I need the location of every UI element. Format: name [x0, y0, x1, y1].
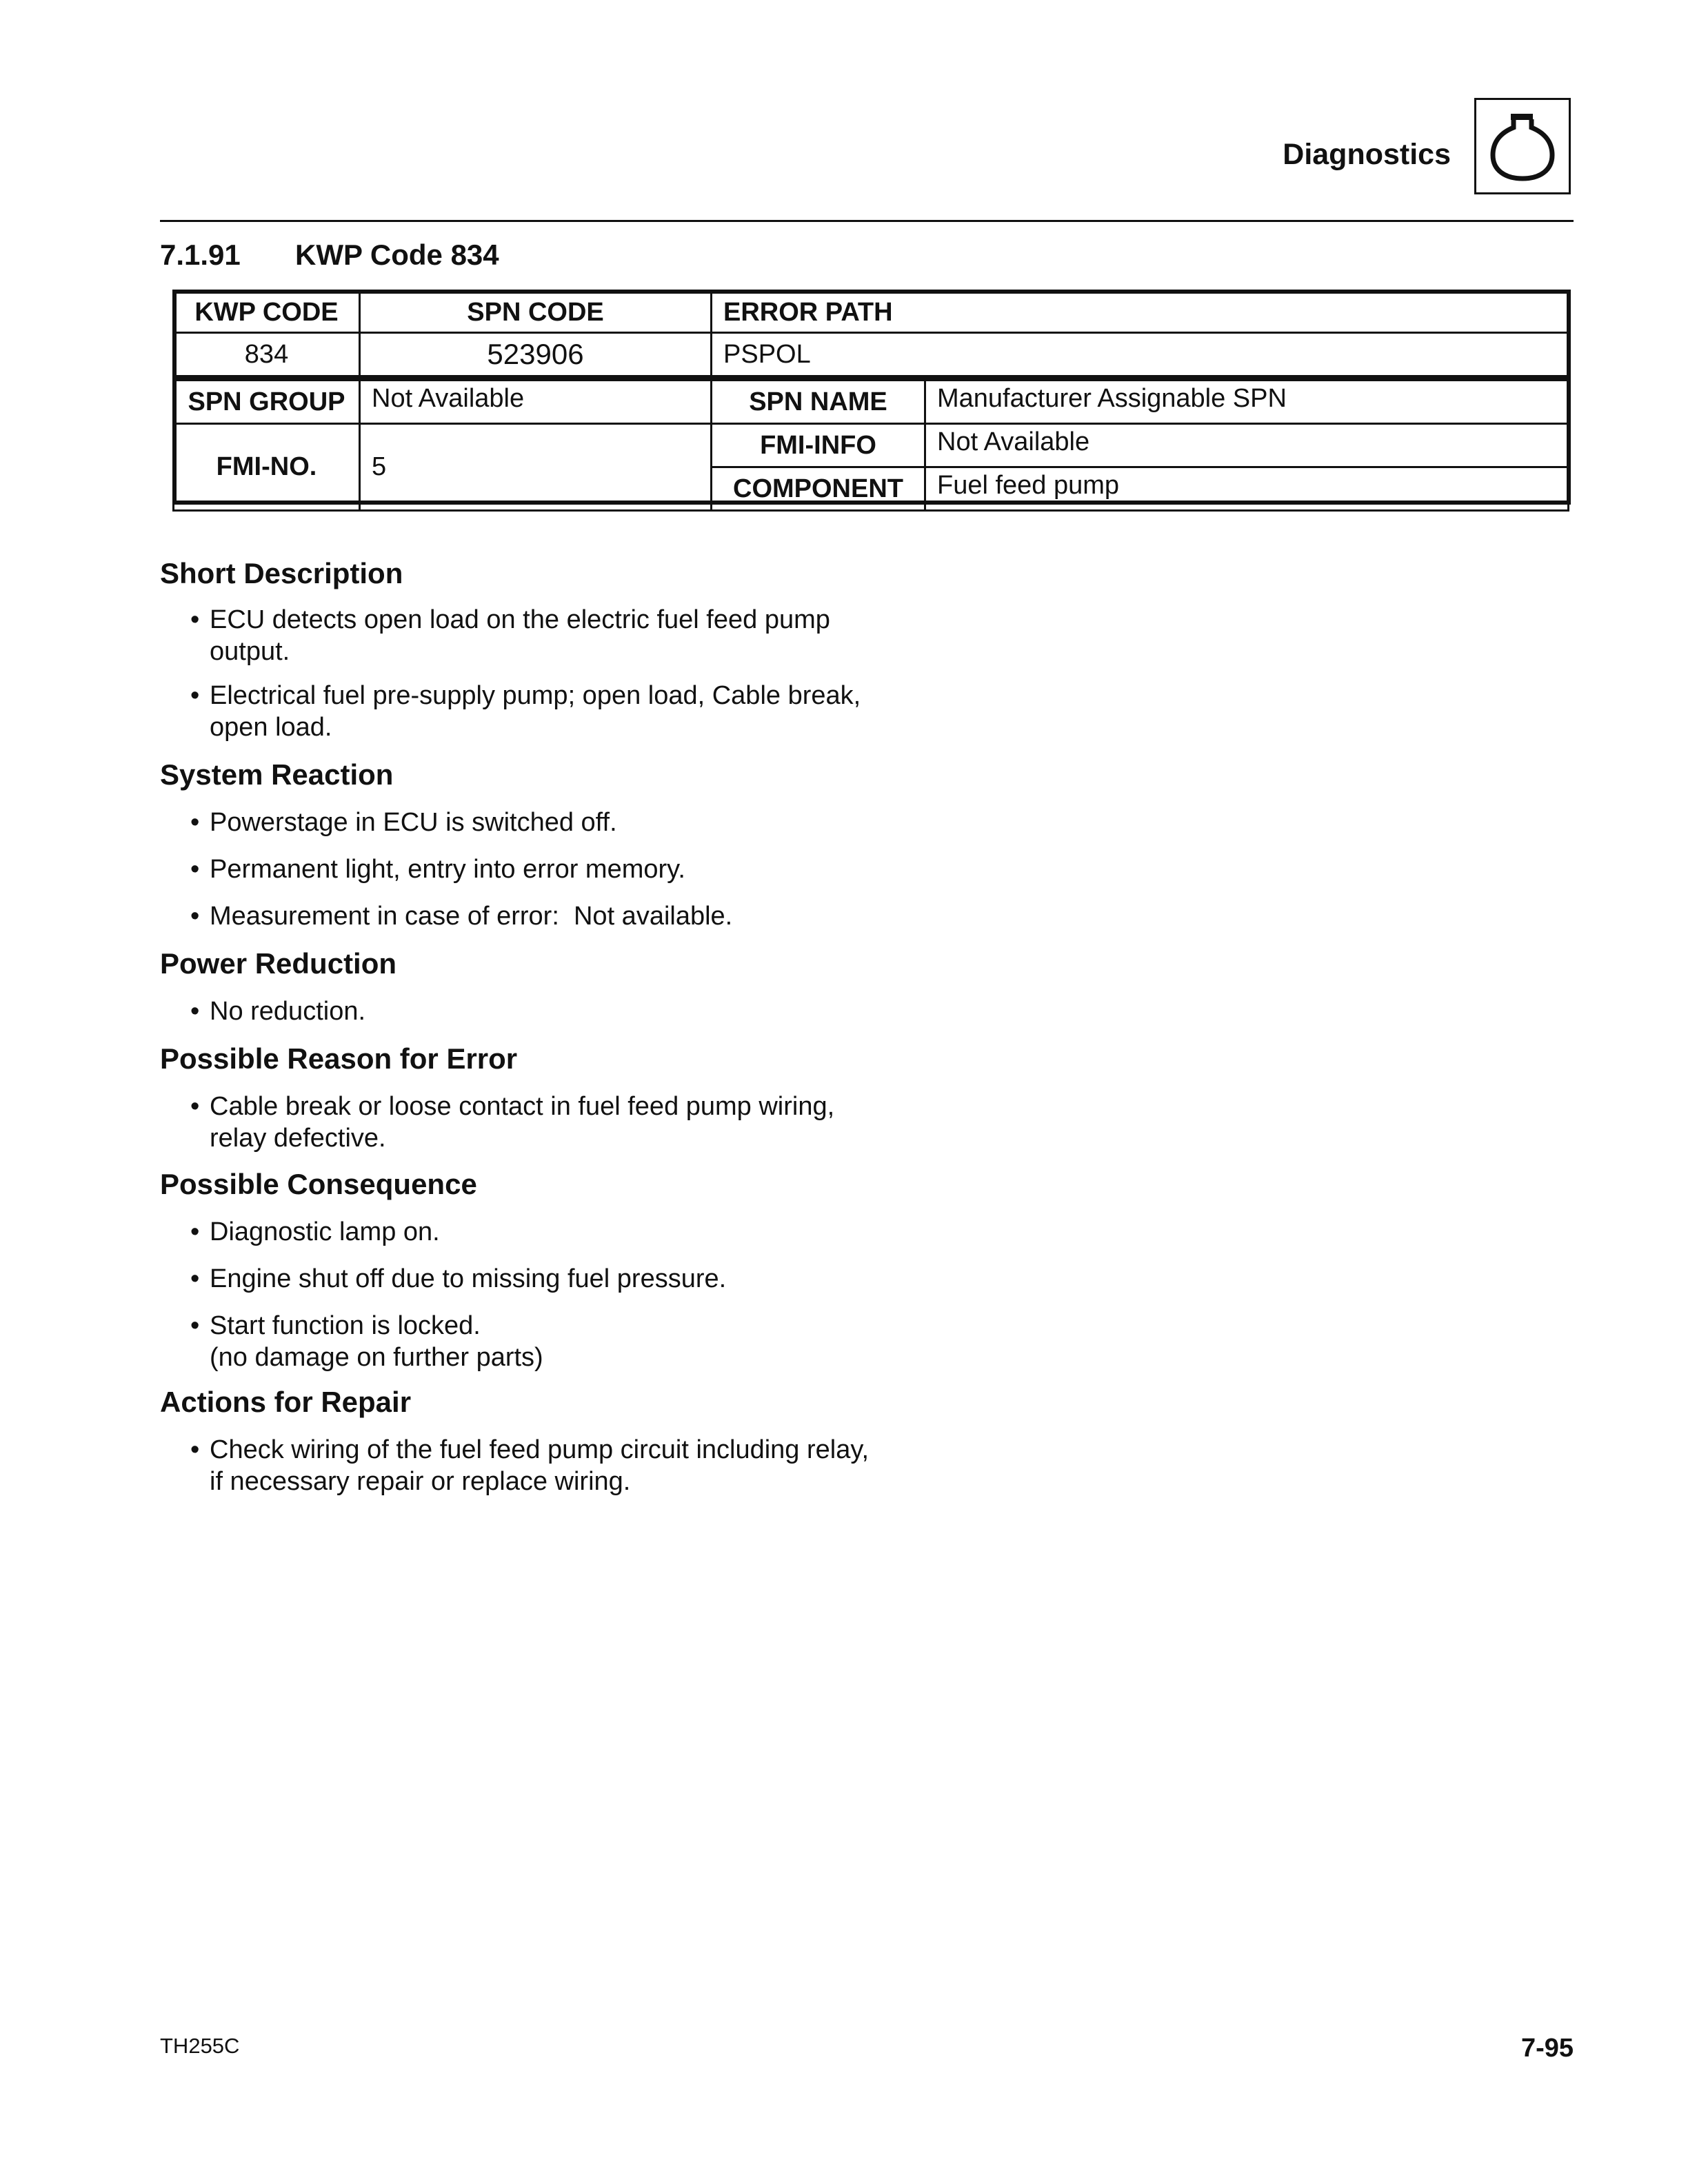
heading-system-reaction: System Reaction	[160, 758, 394, 791]
heading-possible-consequence: Possible Consequence	[160, 1168, 477, 1200]
spn-name-value: Manufacturer Assignable SPN	[925, 378, 1569, 424]
component-value: Fuel feed pump	[925, 467, 1569, 511]
list-item: • Start function is locked. (no damage on further parts)	[190, 1311, 543, 1372]
list-item: • Permanent light, entry into error memory.	[190, 855, 685, 884]
header-divider	[160, 220, 1574, 222]
heading-short-description: Short Description	[160, 557, 403, 589]
list-item: • Powerstage in ECU is switched off.	[190, 808, 617, 837]
kwp-code-value: 834	[174, 333, 360, 378]
spn-group-value: Not Available	[360, 378, 712, 424]
fmi-info-value: Not Available	[925, 424, 1569, 467]
header-title: Diagnostics	[1283, 138, 1451, 171]
kwp-info-table	[172, 291, 1569, 512]
heading-possible-reason: Possible Reason for Error	[160, 1042, 518, 1075]
footer-page-number: 7-95	[1520, 2034, 1574, 2063]
component-label: COMPONENT	[712, 467, 925, 511]
section-number: 7.1.91	[160, 239, 241, 271]
list-item: • No reduction.	[190, 997, 366, 1026]
list-item: • Diagnostic lamp on.	[190, 1217, 440, 1246]
spn-code-value: 523906	[360, 333, 712, 378]
list-item: • Check wiring of the fuel feed pump circuit including relay, if necessary repair or replace wiring.	[190, 1435, 870, 1496]
list-item: • ECU detects open load on the electric fuel feed pump output.	[190, 605, 830, 666]
fmi-info-label: FMI-INFO	[712, 424, 925, 467]
kwp-code-label: KWP CODE	[174, 292, 360, 333]
spn-name-label: SPN NAME	[712, 378, 925, 424]
spn-group-label: SPN GROUP	[174, 378, 360, 424]
list-item: • Measurement in case of error: Not available.	[190, 902, 733, 931]
spn-code-label: SPN CODE	[360, 292, 712, 333]
error-path-value: PSPOL	[712, 333, 1569, 378]
list-item: • Cable break or loose contact in fuel feed pump wiring, relay defective.	[190, 1092, 835, 1153]
engine-outline-icon	[1474, 98, 1571, 194]
heading-actions-for-repair: Actions for Repair	[160, 1386, 412, 1418]
footer-doc-code: TH255C	[160, 2034, 240, 2058]
error-path-label: ERROR PATH	[712, 292, 1569, 333]
section-title: KWP Code 834	[295, 239, 499, 271]
list-item: • Engine shut off due to missing fuel pressure.	[190, 1264, 727, 1293]
heading-power-reduction: Power Reduction	[160, 947, 397, 980]
fmi-no-label: FMI-NO.	[174, 424, 360, 511]
list-item: • Electrical fuel pre-supply pump; open load, Cable break, open load.	[190, 681, 861, 742]
fmi-no-value: 5	[360, 424, 712, 511]
